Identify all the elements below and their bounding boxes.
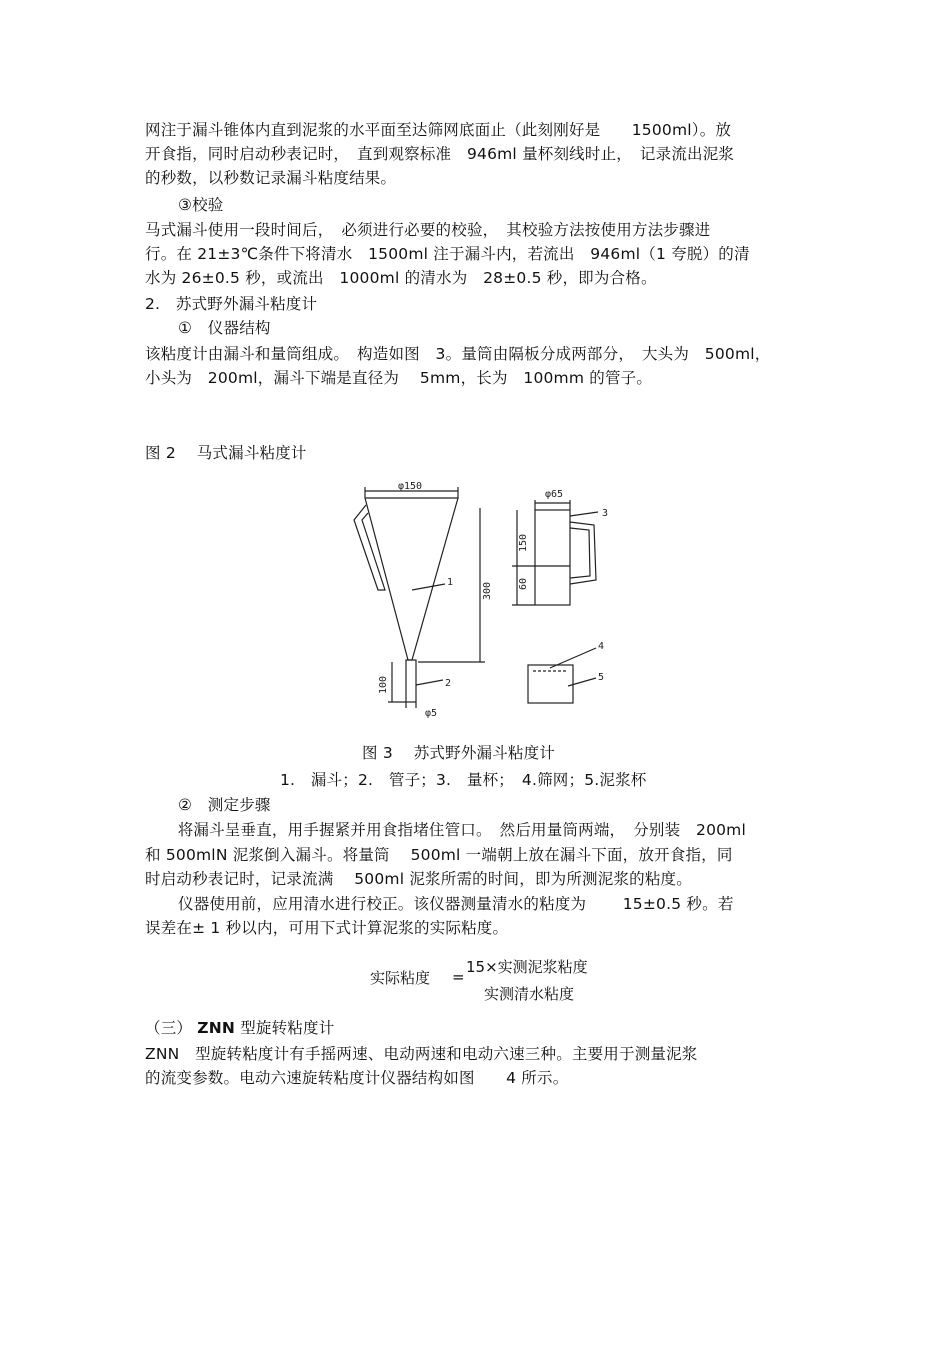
formula-equals: =	[452, 968, 465, 986]
dim-label: 150	[518, 533, 529, 552]
formula-denominator: 实测清水粘度	[484, 985, 575, 1003]
measuring-cup	[535, 510, 570, 605]
funnel-tube	[406, 660, 416, 702]
figure-legend: 1. 漏斗；2. 管子；3. 量杯； 4.筛网；5.泥浆杯	[280, 771, 647, 789]
heading-prefix: （三）	[145, 1019, 193, 1037]
heading-model: ZNN	[197, 1019, 236, 1037]
part-label: 2	[445, 678, 452, 689]
text-line: ZNN 型旋转粘度计有手摇两速、电动两速和电动六速三种。主要用于测量泥浆	[145, 1045, 698, 1063]
text-line: 水为 26±0.5 秒，或流出 1000ml 的清水为 28±0.5 秒，即为合格。	[145, 269, 657, 287]
cup-handle	[570, 522, 596, 584]
section-heading: 2. 苏式野外漏斗粘度计	[145, 295, 318, 313]
figure-caption: 图 3 苏式野外漏斗粘度计	[362, 744, 556, 762]
section-heading	[145, 1018, 334, 1038]
part-label: 5	[598, 672, 605, 683]
heading-suffix: 型旋转粘度计	[240, 1019, 335, 1037]
sub-heading: ② 测定步骤	[178, 796, 271, 814]
formula-numerator: 15×实测泥浆粘度	[466, 958, 588, 976]
text-line: 误差在± 1 秒以内，可用下式计算泥浆的实际粘度。	[145, 919, 509, 937]
text-line: 马式漏斗使用一段时间后， 必须进行必要的校验， 其校验方法按使用方法步骤进	[145, 221, 711, 239]
figure-3-diagram	[340, 480, 630, 730]
text-line: 开食指，同时启动秒表记时， 直到观察标准 946ml 量杯刻线时止， 记录流出泥浆	[145, 145, 735, 163]
text-line: 网注于漏斗锥体内直到泥浆的水平面至达筛网底面止（此刻刚好是 1500ml）。放	[145, 121, 732, 139]
funnel-outline	[365, 498, 458, 660]
dim-label: 100	[378, 675, 389, 694]
part-label: 4	[598, 641, 605, 652]
sub-heading: ① 仪器结构	[178, 319, 271, 337]
funnel-handle	[354, 505, 385, 590]
dim-label: φ150	[398, 481, 423, 492]
text-line: 小头为 200ml，漏斗下端是直径为 5mm，长为 100mm 的管子。	[145, 369, 653, 387]
text-line: 行。在 21±3℃条件下将清水 1500ml 注于漏斗内，若流出 946ml（1 夸脱）的清	[145, 245, 750, 263]
section-heading: ③校验	[178, 196, 224, 214]
formula-lhs: 实际粘度	[370, 969, 431, 987]
text-line: 将漏斗呈垂直，用手握紧并用食指堵住管口。 然后用量筒两端， 分别装 200ml	[162, 821, 746, 839]
text-line: 该粘度计由漏斗和量筒组成。 构造如图 3。量筒由隔板分成两部分， 大头为 500ml，	[145, 345, 771, 363]
text-line: 的流变参数。电动六速旋转粘度计仪器结构如图 4 所示。	[145, 1069, 569, 1087]
part-label: 3	[602, 508, 609, 519]
dim-label: φ5	[425, 708, 438, 719]
text-line: 的秒数，以秒数记录漏斗粘度结果。	[145, 169, 397, 187]
text-line: 和 500mlN 泥浆倒入漏斗。将量筒 500ml 一端朝上放在漏斗下面，放开食指，同	[145, 846, 733, 864]
text-line: 仪器使用前，应用清水进行校正。该仪器测量清水的粘度为 15±0.5 秒。若	[178, 895, 734, 913]
figure-caption: 图 2 马式漏斗粘度计	[145, 444, 307, 462]
text-line: 时启动秒表记时，记录流满 500ml 泥浆所需的时间，即为所测泥浆的粘度。	[145, 870, 692, 888]
part-label: 1	[447, 577, 454, 588]
dim-label: 300	[482, 581, 493, 600]
dim-label: 60	[518, 577, 529, 590]
dim-label: φ65	[545, 489, 564, 500]
